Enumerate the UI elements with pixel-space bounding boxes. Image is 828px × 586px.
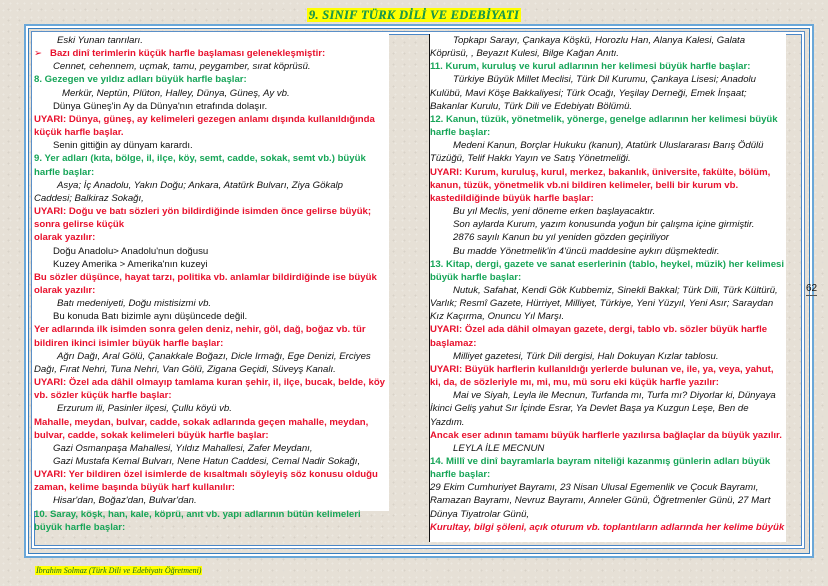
text-line (34, 139, 389, 152)
text-line (34, 258, 389, 271)
text-line-content: Türkiye Büyük Millet Meclisi, Türk Dil Kurumu, Çankaya Lisesi; Anadolu (453, 74, 757, 86)
text-line-content: 11. Kurum, kuruluş ve kurul adlarının her kelimesi büyük harfle başlar: (430, 61, 751, 73)
text-line (34, 126, 389, 139)
text-line (34, 481, 389, 494)
text-line (34, 47, 389, 60)
text-line-content: Medeni Kanun, Borçlar Hukuku (kanun), Atatürk Uluslararası Barış Ödülü (453, 140, 764, 152)
text-line (430, 231, 786, 244)
text-line (34, 205, 389, 218)
left-column (34, 34, 389, 533)
text-line (430, 192, 786, 205)
text-line (430, 363, 786, 376)
text-line (430, 442, 786, 455)
text-line-content: Gazi Osmanpaşa Mahallesi, Yıldız Mahallesi, Zafer Meydanı, (53, 442, 313, 454)
text-line-content: olarak yazılır: (34, 284, 96, 296)
text-line-content: Bu konuda Batı bizimle aynı düşüncede değil. (53, 311, 248, 323)
page-header (0, 6, 828, 24)
text-line (34, 337, 389, 350)
text-line (34, 179, 389, 192)
text-line (430, 508, 786, 521)
text-line (430, 284, 786, 297)
text-line-content: Senin gittiğin ay dünyam karardı. (53, 140, 193, 152)
text-line-content: Köprüsü, , Beyazıt Kulesi, Bilge Kağan Anıtı. (430, 48, 619, 60)
text-line-content: Gazi Mustafa Kemal Bulvarı, Nene Hatun Caddesi, Cemal Nadir Sokağı, (53, 456, 361, 467)
text-line (34, 100, 389, 113)
text-line-content: Cennet, cehennem, uçmak, tamu, peygamber, sırat köprüsü. (53, 61, 311, 73)
text-line-content: Doğu Anadolu> Anadolu'nun doğusu (53, 245, 209, 257)
text-line (430, 521, 786, 534)
text-line-content: Ancak eser adının tamamı büyük harflerle yazılırsa bağlaçlar da büyük yazılır. (430, 429, 782, 441)
text-line-content: 8. Gezegen ve yıldız adları büyük harfle başlar: (34, 74, 247, 86)
text-line (430, 402, 786, 415)
text-line (34, 323, 389, 336)
text-line-content: İkinci Geliş yahut Sır İçinde Esrar, Ya Devlet Başa ya Kuzgun Leşe, Ben de (430, 403, 749, 415)
text-line-content: Milliyet gazetesi, Türk Dili dergisi, Halı Dokuyan Kızlar tablosu. (453, 350, 719, 362)
text-line (34, 389, 389, 402)
text-line-content: küçük harfle başlar. (34, 127, 124, 139)
text-line-content: Bakanlar Kurulu, Türk Dili ve Edebiyatı Bölümü. (430, 100, 633, 112)
text-line-content: büyük harfle başlar: (430, 271, 522, 283)
text-line-content: 12. Kanun, tüzük, yönetmelik, yönerge, genelge adlarının her kelimesi büyük (430, 113, 778, 125)
text-line-content: Yazdım. (430, 416, 465, 428)
text-line-content: Yer adlarında ilk isimden sonra gelen deniz, nehir, göl, dağ, boğaz vb. tür (34, 324, 366, 336)
text-line (430, 429, 786, 442)
text-line-content: 2876 sayılı Kanun bu yıl yeniden gözden geçiriliyor (453, 232, 669, 244)
text-line-content: Bu yıl Meclis, yeni döneme erken başlayacaktır. (453, 206, 656, 218)
text-line (430, 337, 786, 350)
text-line-content: Mai ve Siyah, Leyla ile Mecnun, Turfanda mı, Turfa mı? Diyorlar ki, Dünyaya (453, 390, 776, 402)
text-line-content: 14. Millî ve dinî bayramlarla bayram niteliği kazanmış günlerin adları büyük (430, 456, 771, 467)
header-title: 9. SINIF TÜRK DİLİ VE EDEBİYATI (308, 8, 520, 22)
text-line (430, 297, 786, 310)
text-line-content: Kız Kaçırma, Onuncu Yıl Marşı. (430, 311, 565, 323)
text-line (430, 179, 786, 192)
text-line-content: UYARI: Büyük harflerin kullanıldığı yerlerde bulunan ve, ile, ya, veya, yahut, (430, 363, 774, 375)
footer-author: İbrahim Solmaz (Türk Dili ve Edebiyatı Öğretmeni) (36, 566, 202, 575)
text-line-content: Dünya Güneş'in Ay da Dünya'nın etrafında dolaşır. (53, 100, 268, 112)
text-line-content: harfle başlar: (430, 127, 491, 139)
text-line (34, 245, 389, 258)
text-line (430, 100, 786, 113)
text-line-content: Nutuk, Safahat, Kendi Gök Kubbemiz, Sinekli Bakkal; Türk Dili, Türk Kültürü, (453, 284, 778, 296)
text-line (34, 271, 389, 284)
text-line (34, 231, 389, 244)
text-line-content: Dağı, Fırat Nehri, Tuna Nehri, Van Gölü, Zigana Geçidi, Süveyş Kanalı. (34, 363, 336, 375)
text-line (34, 508, 389, 521)
text-line-content: Hisar'dan, Boğaz'dan, Bulvar'dan. (53, 495, 197, 507)
text-line (430, 34, 786, 47)
text-line-content: Eski Yunan tanrıları. (57, 35, 143, 46)
text-line (34, 87, 389, 100)
text-line (430, 245, 786, 258)
text-line (34, 60, 389, 73)
text-line-content: 13. Kitap, dergi, gazete ve sanat eserlerinin (tablo, heykel, müzik) her kelimesi (430, 258, 785, 270)
text-line-content: Bu madde Yönetmelik'in 4'üncü maddesine aykırı düşmektedir. (453, 245, 720, 257)
text-line (34, 166, 389, 179)
text-line-content: UYARI: Özel ada dâhil olmayan gazete, dergi, tablo vb. sözler büyük harfle (430, 324, 768, 336)
text-line (430, 323, 786, 336)
text-line-content: UYARI: Özel ada dâhil olmayıp tamlama kuran şehir, il, ilçe, bucak, belde, köy (34, 377, 386, 389)
text-line (430, 126, 786, 139)
text-line (430, 271, 786, 284)
text-line (34, 192, 389, 205)
text-line-content: ki, da, de sözleriyle mı, mi, mu, mü soru eki küçük harfle yazılır: (430, 377, 719, 389)
text-line (34, 376, 389, 389)
text-line-content: harfle başlar: (34, 166, 95, 178)
text-line-content: bulvar, cadde, sokak kelimeleri büyük harfle başlar: (34, 429, 269, 441)
text-line-content: UYARI: Doğu ve batı sözleri yön bildirdiğinde isimden önce gelirse büyük; (34, 206, 372, 218)
text-line-content: UYARI: Kurum, kuruluş, kurul, merkez, bakanlık, üniversite, fakülte, bölüm, (430, 166, 771, 178)
text-line (430, 389, 786, 402)
text-line-content: Topkapı Sarayı, Çankaya Köşkü, Horozlu Han, Alanya Kalesi, Galata (453, 35, 746, 46)
text-line-content: Bazı dinî terimlerin küçük harfle başlaması gelenekleşmiştir: (50, 48, 326, 60)
text-line (430, 350, 786, 363)
text-line (430, 87, 786, 100)
text-line (34, 494, 389, 507)
text-line-content: Kurultay, bilgi şöleni, açık oturum vb. toplantıların adlarında her kelime büyük (430, 521, 785, 533)
text-line-content: UYARI: Dünya, güneş, ay kelimeleri gezegen anlamı dışında kullanıldığında (34, 113, 375, 125)
text-line-content: 29 Ekim Cumhuriyet Bayramı, 23 Nisan Ulusal Egemenlik ve Çocuk Bayramı, (430, 482, 759, 494)
text-line (34, 113, 389, 126)
text-line-content: harfle başlar: (430, 469, 491, 481)
text-line (34, 468, 389, 481)
text-line-content: bildiren ikinci isimler büyük harfle başlar: (34, 337, 224, 349)
text-line-content: UYARI: Yer bildiren özel isimlerde de kısaltmalı söyleyiş söz konusu olduğu (34, 469, 378, 481)
text-line-content: vb. sözler küçük harfle başlar: (34, 390, 172, 402)
text-line (34, 73, 389, 86)
text-line-content: Merkür, Neptün, Plüton, Halley, Dünya, Güneş, Ay vb. (62, 87, 290, 99)
text-line-content: olarak yazılır: (34, 232, 96, 244)
text-line (34, 350, 389, 363)
text-line (430, 152, 786, 165)
text-line (34, 521, 389, 534)
text-line-content: Asya; İç Anadolu, Yakın Doğu; Ankara, Atatürk Bulvarı, Ziya Gökalp (57, 179, 343, 191)
text-line (430, 205, 786, 218)
text-line (34, 455, 389, 468)
text-line (34, 284, 389, 297)
text-line-content: sonra gelirse küçük (34, 219, 125, 231)
text-line-content: kanun, tüzük, yönetmelik vb.ni bildiren kelimeler, belli bir kurum vb. (430, 179, 739, 191)
text-line-content: Tüzüğü, Telif Hakkı Yayın ve Satış Yönetmeliği. (430, 153, 631, 165)
text-line-content: 9. Yer adları (kıta, bölge, il, ilçe, köy, semt, cadde, sokak, semt vb.) büyük (34, 153, 366, 165)
text-line (430, 494, 786, 507)
text-line-content: Kuzey Amerika > Amerika'nın kuzeyi (53, 258, 208, 270)
text-line (34, 34, 389, 47)
text-line (430, 455, 786, 468)
text-line-content: LEYLA İLE MECNUN (453, 442, 545, 454)
text-line (430, 166, 786, 179)
text-line (430, 376, 786, 389)
text-line-content: başlamaz: (430, 337, 477, 349)
text-line-content: Varlık; Resmî Gazete, Hürriyet, Milliyet, Türkiye, Yeni Yüzyıl, Yeni Asır; Saraydan (430, 298, 774, 310)
text-line-content: Batı medeniyeti, Doğu mistisizmi vb. (57, 298, 212, 310)
text-line-content: büyük harfle başlar: (34, 521, 126, 533)
text-line-content: 10. Saray, köşk, han, kale, köprü, anıt vb. yapı adlarının bütün kelimeleri (34, 508, 361, 520)
page-number: 62 (806, 283, 818, 294)
text-line (34, 442, 389, 455)
text-line (430, 218, 786, 231)
text-line-content: Ağrı Dağı, Aral Gölü, Çanakkale Boğazı, Dicle Irmağı, Ege Denizi, Erciyes (57, 350, 371, 362)
text-line-content: Bu sözler düşünce, hayat tarzı, politika vb. anlamlar bildirdiğinde ise büyük (34, 271, 377, 283)
text-line (430, 47, 786, 60)
text-line (430, 310, 786, 323)
text-line (430, 113, 786, 126)
text-line-content: Caddesi; Balkiraz Sokağı, (34, 192, 144, 204)
text-line (430, 60, 786, 73)
text-line-content: Mahalle, meydan, bulvar, cadde, sokak adlarında geçen mahalle, meydan, (34, 416, 369, 428)
text-line (430, 139, 786, 152)
text-line (430, 73, 786, 86)
text-line (34, 218, 389, 231)
text-line (430, 416, 786, 429)
text-line-content: zaman, kelime başında büyük harf kullanılır: (34, 482, 235, 494)
text-line (34, 429, 389, 442)
text-line (34, 152, 389, 165)
text-line-content: Erzurum ili, Pasinler ilçesi, Çullu köyü vb. (57, 403, 232, 415)
arrow-bullet-icon: ➢ (34, 48, 43, 60)
text-line-content: Ramazan Bayramı, Nevruz Bayramı, Anneler Günü, Öğretmenler Günü, 27 Mart (430, 495, 771, 507)
text-line-content: Son aylarda Kurum, yazım konusunda yoğun bir çalışma içine girmiştir. (453, 219, 755, 231)
text-line (430, 258, 786, 271)
text-line (34, 310, 389, 323)
text-line (34, 297, 389, 310)
right-column (429, 34, 786, 542)
text-line (430, 481, 786, 494)
text-line-content: Dünya Tiyatrolar Günü, (430, 508, 530, 520)
text-line (34, 402, 389, 415)
text-line (34, 363, 389, 376)
text-line-content: Kulübü, Mavi Köşe Bakkaliyesi; Türk Ocağı, Yeşilay Derneği, Emek İnşaat; (430, 87, 747, 99)
text-line (430, 468, 786, 481)
text-line-content: kastedildiğinde büyük harfle başlar: (430, 192, 594, 204)
text-line (34, 416, 389, 429)
